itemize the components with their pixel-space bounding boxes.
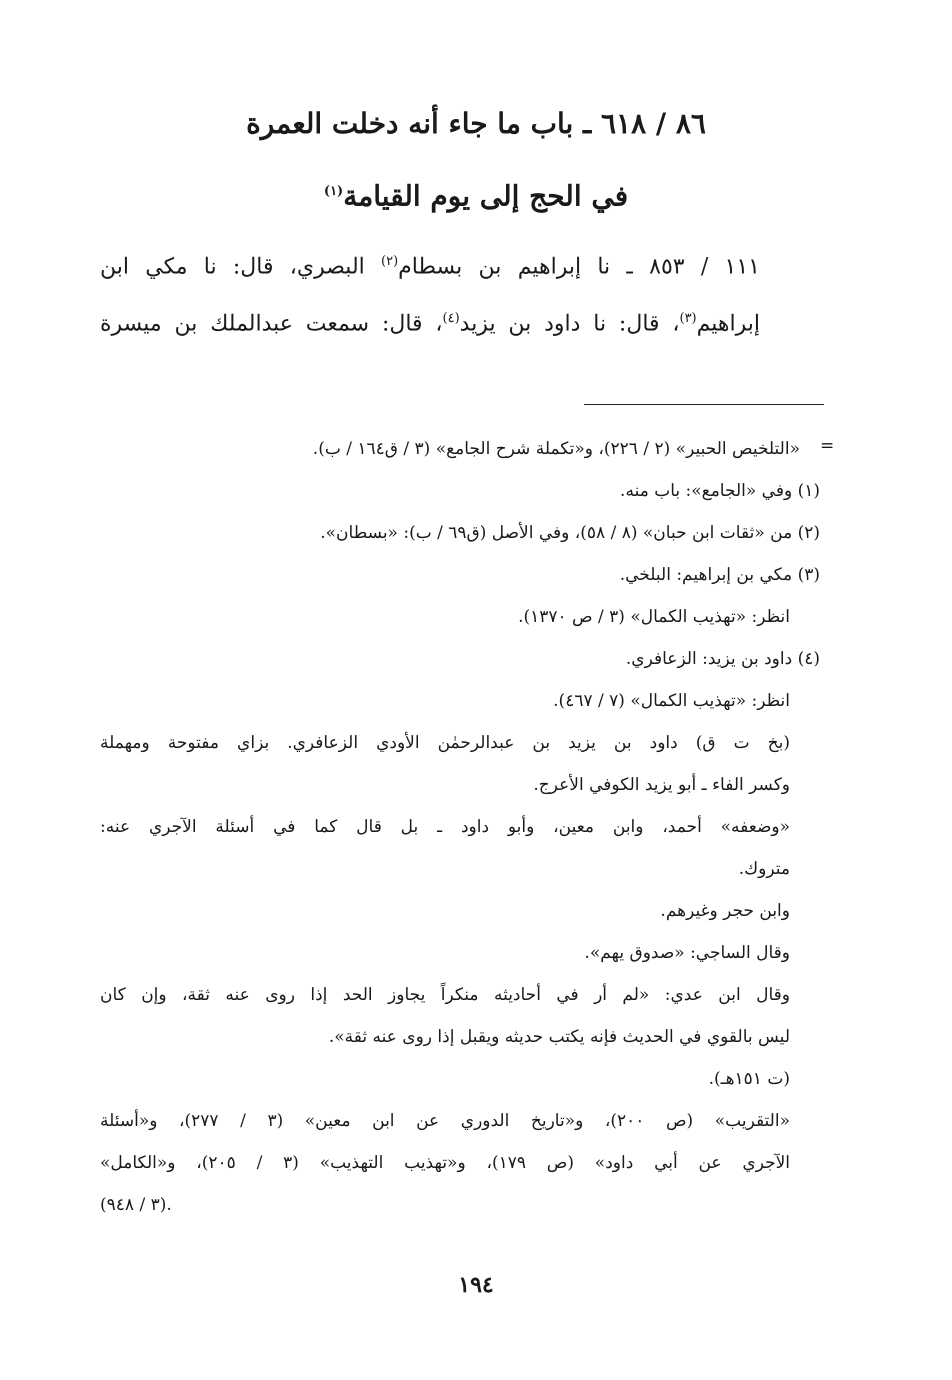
footnote-4-weakness-line-1: «وضعفه» أحمد، وابن معين، وأبو داود ـ بل قال كما في أسئلة الآجري عنه: [100, 817, 790, 837]
hadith-line-2 [100, 293, 760, 350]
footnote-continuation: «التلخيص الحبير» (٢ / ٢٢٦)، و«تكملة شرح الجامع» (٣ / ق١٦٤ / ب). [312, 439, 800, 459]
footnote-marker: (١) [323, 184, 344, 199]
hadith-line-1-a: ١١١ / ٨٥٣ ـ نا إبراهيم بن بسطام [398, 254, 760, 280]
hadith-line-2-a: إبراهيم [696, 311, 760, 337]
hadith-line-2-b: ، قال: نا داود بن يزيد [459, 311, 680, 337]
hadith-line-1-b: البصري، قال: نا مكي ابن [100, 254, 382, 280]
footnote-4-death-date: (ت ١٥١هـ). [708, 1069, 790, 1089]
footnote-marker: (٢) [381, 254, 399, 269]
footnote-4-ibn-adi-line-2: ليس بالقوي في الحديث فإنه يكتب حديثه ويقبل إذا روى عنه ثقة». [328, 1027, 790, 1047]
chapter-heading-line1: ٨٦ / ٦١٨ ـ باب ما جاء أنه دخلت العمرة [246, 107, 706, 140]
footnote-3-reference: انظر: «تهذيب الكمال» (٣ / ص ١٣٧٠). [518, 607, 790, 627]
footnote-4-bio-line-1: (بخ ت ق) داود بن يزيد بن عبدالرحمٰن الأودي الزعافري. بزاي مفتوحة ومهملة [100, 733, 790, 753]
heading-text: في الحج إلى يوم القيامة [343, 179, 629, 213]
hadith-line-1 [100, 236, 760, 293]
footnote-4-sources-line-3: (٣ / ٩٤٨). [100, 1195, 172, 1215]
footnote-4-others: وابن حجر وغيرهم. [660, 901, 790, 921]
footnote-1: (١) وفي «الجامع»: باب منه. [620, 481, 820, 501]
footnote-4-reference: انظر: «تهذيب الكمال» (٧ / ٤٦٧). [553, 691, 790, 711]
footnote-3: (٣) مكي بن إبراهيم: البلخي. [619, 565, 820, 585]
footnote-4-saji: وقال الساجي: «صدوق يهم». [584, 943, 790, 963]
footnote-4-sources-line-1: «التقريب» (ص ٢٠٠)، و«تاريخ الدوري عن ابن معين» (٣ / ٢٧٧)، و«أسئلة [100, 1111, 790, 1131]
footnote-4-ibn-adi-line-1: وقال ابن عدي: «لم أر في أحاديثه منكراً يجاوز الحد إذا روى عنه ثقة، وإن كان [100, 985, 790, 1005]
footnote-4: (٤) داود بن يزيد: الزعافري. [625, 649, 820, 669]
footnote-4-weakness-line-2: متروك. [738, 859, 790, 879]
continuation-mark: = [820, 436, 835, 456]
hadith-line-2-c: ، قال: سمعت عبدالملك بن ميسرة [100, 311, 443, 337]
footnote-2: (٢) من «ثقات ابن حبان» (٨ / ٥٨)، وفي الأصل (ق٦٩ / ب): «بسطان». [320, 523, 820, 543]
footnote-marker: (٤) [442, 311, 460, 327]
footnote-marker: (٣) [679, 311, 697, 327]
footnote-4-sources-line-2: الآجري عن أبي داود» (ص ١٧٩)، و«تهذيب التهذيب» (٣ / ٢٠٥)، و«الكامل» [100, 1153, 790, 1173]
footnote-divider [584, 404, 824, 405]
chapter-heading-line2 [0, 164, 952, 224]
footnote-4-bio-line-2: وكسر الفاء ـ أبو يزيد الكوفي الأعرج. [533, 775, 790, 795]
page-number: ١٩٤ [458, 1272, 494, 1298]
hadith-text [100, 236, 760, 351]
